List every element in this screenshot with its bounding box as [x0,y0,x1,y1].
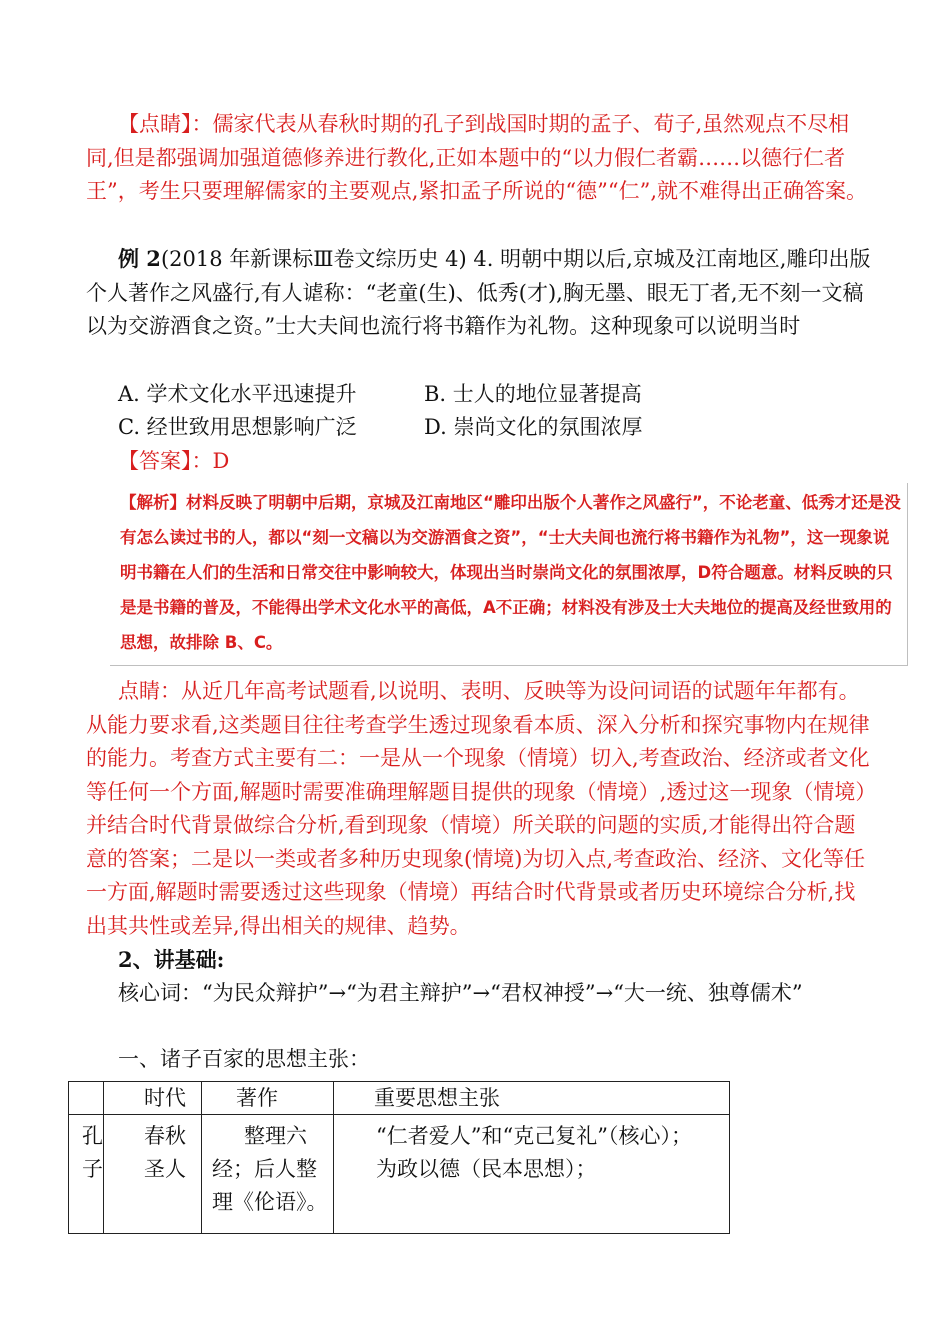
example-stem: 4. 明朝中期以后,京城及江南地区,雕印出版个人著作之风盛行,有人谑称：“老童(生)、低秀(才),胸无墨、眼无丁者,无不刻一文稿以为交游酒食之资。”士大夫间也流行将书籍作为礼物。这种现象可以说明当时 [86,247,871,338]
cell-name [69,1115,104,1234]
thinker-name: 孔子 [82,1124,103,1181]
thinker-idea-2: 为政以德（民本思想）； [376,1157,597,1181]
example-source: (2018 年新课标Ⅲ卷文综历史 4) [160,247,467,271]
core-words [86,977,876,1011]
option-d: D. 崇尚文化的氛围浓厚 [424,415,643,439]
header-cell-blank [69,1082,104,1115]
option-b: B. 士人的地位显著提高 [424,382,642,406]
answer-line: 【答案】：D [118,449,230,473]
cell-era [104,1115,202,1234]
example-2-question [86,242,876,344]
header-cell-ideas: 重要思想主张 [334,1082,730,1115]
dianjing-label: 【点睛】 [118,112,192,136]
header-cell-era: 时代 [104,1082,202,1115]
dianjing2-text: 点睛：从近几年高考试题看,以说明、表明、反映等为设问词语的试题年年都有。从能力要求看,这类题目往往考查学生透过现象看本质、深入分析和探究事物内在规律的能力。考查方式主要有二：一是从一个现象（情境）切入,考查政治、经济或者文化等任何一个方面,解题时需要准确理解题目提供的现象（情境）,透过这一现象（情境）并结合时代背景做综合分析,看到现象（情境）所关联的问题的实质,才能得出符合题意的答案；二是以一类或者多种历史现象(情境)为切入点,考查政治、经济、文化等任一方面,解题时需要透过这些现象（情境）再结合时代背景或者历史环境综合分析,找出其共性或差异,得出相关的规律、趋势。 [86,679,870,938]
thinker-era: 春秋圣人 [144,1124,186,1181]
dianjing-text: ：儒家代表从春秋时期的孔子到战国时期的孟子、荀子,虽然观点不尽相同,但是都强调加强道德修养进行教化,正如本题中的“以力假仁者霸……以德行仁者王”，考生只要理解儒家的主要观点,紧扣孟子所说的“德”“仁”,就不难得出正确答案。 [86,112,868,203]
analysis-text: 【解析】材料反映了明朝中后期，京城及江南地区“雕印出版个人著作之风盛行”，不论老童、低秀才还是没有怎么读过书的人，都以“刻一文稿以为交游酒食之资”，“士大夫间也流行将书籍作为礼物”，这一现象说明书籍在人们的生活和日常交往中影响较大，体现出当时崇尚文化的氛围浓厚，D符合题意。材料反映的只是是书籍的普及，不能得出学术文化水平的高低，A不正确；材料没有涉及士大夫地位的提高及经世致用的思想，故排除 B、C。 [120,493,901,652]
thinker-idea-1: “仁者爱人”和“克己复礼”（核心）； [376,1124,692,1148]
example-label: 例 2 [118,246,161,271]
dianjing-paragraph-1 [86,108,876,209]
thinkers-table [68,1081,730,1234]
section-heading: 2、讲基础: [118,947,225,972]
header-cell-works: 著作 [202,1082,334,1115]
core-words-text: 核心词：“为民众辩护”→“为君主辩护”→“君权神授”→“大一统、独尊儒术” [118,981,803,1005]
table-header-row [69,1082,730,1115]
subsection-heading: 一、诸子百家的思想主张： [118,1047,370,1071]
option-a: A. 学术文化水平迅速提升 [118,382,357,406]
table-row [69,1115,730,1234]
cell-works [202,1115,334,1234]
option-c: C. 经世致用思想影响广泛 [118,415,357,439]
dianjing-paragraph-2 [86,675,876,943]
thinker-works: 整理六经；后人整理《伦语》。 [212,1124,328,1214]
cell-ideas [334,1115,730,1234]
